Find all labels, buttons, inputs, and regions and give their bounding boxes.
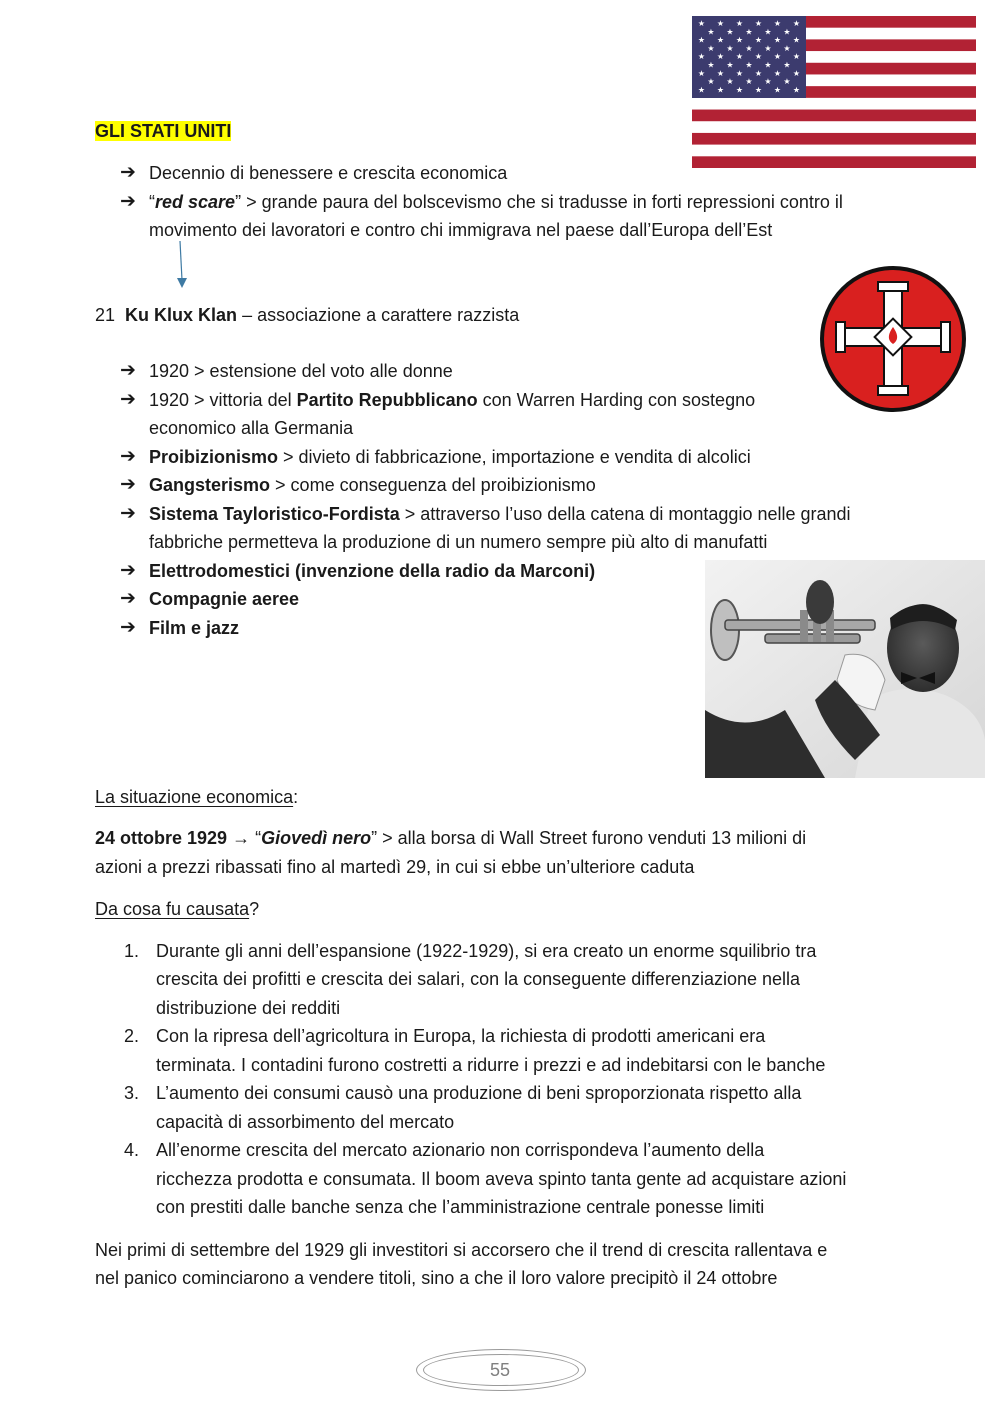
arrow-bullet-icon: ➔ <box>120 446 136 467</box>
cause-item-line: crescita dei profitti e crescita dei salari, con la conseguente differenziazione nella <box>156 969 801 989</box>
flag-star-icon: ★ <box>773 68 782 78</box>
flag-star-icon: ★ <box>783 27 791 37</box>
arrow-bullet-icon: ➔ <box>120 560 136 581</box>
black-thursday-continuation: azioni a prezzi ribassati fino al martedì 29, in cui si ebbe un’ulteriore caduta <box>95 857 695 877</box>
flag-star-icon: ★ <box>792 35 801 45</box>
flag-star-icon: ★ <box>773 85 782 95</box>
flag-star-icon: ★ <box>764 43 772 53</box>
flag-star-icon: ★ <box>754 19 763 28</box>
kkk-line: 21 Ku Klux Klan – associazione a carattere razzista <box>95 305 520 325</box>
connector-arrow-icon <box>172 240 192 290</box>
flag-star-icon: ★ <box>754 52 763 62</box>
arrow-bullet-icon: ➔ <box>120 360 136 381</box>
list-number: 1. <box>124 941 140 961</box>
flag-star-icon: ★ <box>726 43 734 53</box>
list-number: 3. <box>124 1083 140 1103</box>
list-item: Compagnie aeree <box>149 589 300 609</box>
flag-star-icon: ★ <box>764 27 772 37</box>
flag-star-icon: ★ <box>707 43 715 53</box>
flag-star-icon: ★ <box>716 52 725 62</box>
list-item: Elettrodomestici (invenzione della radio da Marconi) <box>149 561 596 581</box>
arrow-bullet-icon: ➔ <box>120 162 136 183</box>
conclusion-line: Nei primi di settembre del 1929 gli investitori si accorsero che il trend di crescita rallentava e <box>95 1240 828 1260</box>
flag-star-icon: ★ <box>745 27 753 37</box>
arrow-bullet-icon: ➔ <box>120 474 136 495</box>
arrow-bullet-icon: ➔ <box>120 617 136 638</box>
list-item-continuation: movimento dei lavoratori e contro chi immigrava nel paese dall’Europa dell’Est <box>149 220 773 240</box>
flag-star-icon: ★ <box>783 60 791 70</box>
cause-item-line: capacità di assorbimento del mercato <box>156 1112 455 1132</box>
flag-star-icon: ★ <box>792 68 801 78</box>
arrow-bullet-icon: ➔ <box>120 191 136 212</box>
list-item: Sistema Tayloristico-Fordista > attraverso l’uso della catena di montaggio nelle grandi <box>149 504 851 524</box>
arrow-bullet-icon: ➔ <box>120 389 136 410</box>
cause-item-line: Durante gli anni dell’espansione (1922-1929), si era creato un enorme squilibrio tra <box>156 941 817 961</box>
flag-star-icon: ★ <box>754 35 763 45</box>
flag-star-icon: ★ <box>716 19 725 28</box>
flag-star-icon: ★ <box>726 27 734 37</box>
flag-star-icon: ★ <box>697 35 706 45</box>
flag-star-icon: ★ <box>735 85 744 95</box>
kkk-emblem-image <box>818 264 968 414</box>
flag-star-icon: ★ <box>735 52 744 62</box>
cause-item-line: Con la ripresa dell’agricoltura in Europa, la richiesta di prodotti americani era <box>156 1026 766 1046</box>
economy-heading: La situazione economica <box>95 787 294 807</box>
conclusion-line: nel panico cominciarono a vendere titoli, sino a che il loro valore precipitò il 24 ottobre <box>95 1268 778 1288</box>
flag-star-icon: ★ <box>716 85 725 95</box>
flag-star-icon: ★ <box>726 60 734 70</box>
cause-item-line: distribuzione dei redditi <box>156 998 341 1018</box>
list-item: 1920 > estensione del voto alle donne <box>149 361 453 381</box>
flag-star-icon: ★ <box>754 85 763 95</box>
list-item: Gangsterismo > come conseguenza del proibizionismo <box>149 475 596 495</box>
flag-star-icon: ★ <box>754 68 763 78</box>
section-heading: GLI STATI UNITI <box>95 121 232 141</box>
flag-star-icon: ★ <box>707 60 715 70</box>
cause-item-line: ricchezza prodotta e consumata. Il boom aveva spinto tanta gente ad acquistare azioni <box>156 1169 847 1189</box>
flag-star-icon: ★ <box>697 85 706 95</box>
cause-item-line: con prestiti dalle banche senza che l’amministrazione centrale ponesse limiti <box>156 1197 765 1217</box>
cause-item-line: L’aumento dei consumi causò una produzione di beni sproporzionata rispetto alla <box>156 1083 802 1103</box>
arrow-bullet-icon: ➔ <box>120 503 136 524</box>
flag-star-icon: ★ <box>792 52 801 62</box>
flag-star-icon: ★ <box>764 60 772 70</box>
flag-star-icon: ★ <box>773 19 782 28</box>
flag-star-icon: ★ <box>697 52 706 62</box>
flag-star-icon: ★ <box>697 19 706 28</box>
page-number: 55 <box>489 1360 511 1380</box>
us-flag-image <box>692 16 976 168</box>
list-item: “red scare” > grande paura del bolscevismo che si tradusse in forti repressioni contro il <box>149 192 843 212</box>
arrow-bullet-icon: ➔ <box>120 588 136 609</box>
list-item-continuation: economico alla Germania <box>149 418 354 438</box>
list-item-continuation: fabbriche permetteva la produzione di un numero sempre più alto di manufatti <box>149 532 768 552</box>
list-number: 2. <box>124 1026 140 1046</box>
flag-star-icon: ★ <box>745 77 753 87</box>
flag-star-icon: ★ <box>792 85 801 95</box>
flag-star-icon: ★ <box>764 77 772 87</box>
list-item: Film e jazz <box>149 618 240 638</box>
flag-star-icon: ★ <box>697 68 706 78</box>
flag-star-icon: ★ <box>716 68 725 78</box>
list-number: 4. <box>124 1140 140 1160</box>
causes-heading: Da cosa fu causata <box>95 899 250 919</box>
flag-star-icon: ★ <box>716 35 725 45</box>
cause-item-line: All’enorme crescita del mercato azionario non corrispondeva l’aumento della <box>156 1140 765 1160</box>
flag-star-icon: ★ <box>745 43 753 53</box>
flag-star-icon: ★ <box>773 35 782 45</box>
flag-star-icon: ★ <box>726 77 734 87</box>
flag-star-icon: ★ <box>783 77 791 87</box>
flag-star-icon: ★ <box>707 27 715 37</box>
flag-star-icon: ★ <box>707 77 715 87</box>
flag-star-icon: ★ <box>735 35 744 45</box>
flag-star-icon: ★ <box>735 68 744 78</box>
flag-star-icon: ★ <box>745 60 753 70</box>
cause-item-line: terminata. I contadini furono costretti a ridurre i prezzi e ad indebitarsi con le banche <box>156 1055 826 1075</box>
black-thursday-line: 24 ottobre 1929 → “Giovedì nero” > alla borsa di Wall Street furono venduti 13 milioni di <box>95 828 807 848</box>
list-item: Decennio di benessere e crescita economica <box>149 163 508 183</box>
list-item: Proibizionismo > divieto di fabbricazione, importazione e vendita di alcolici <box>149 447 751 467</box>
trumpeter-photo <box>705 560 985 778</box>
flag-star-icon: ★ <box>773 52 782 62</box>
flag-star-icon: ★ <box>783 43 791 53</box>
flag-star-icon: ★ <box>735 19 744 28</box>
list-item: 1920 > vittoria del Partito Repubblicano con Warren Harding con sostegno <box>149 390 756 410</box>
flag-star-icon: ★ <box>792 19 801 28</box>
